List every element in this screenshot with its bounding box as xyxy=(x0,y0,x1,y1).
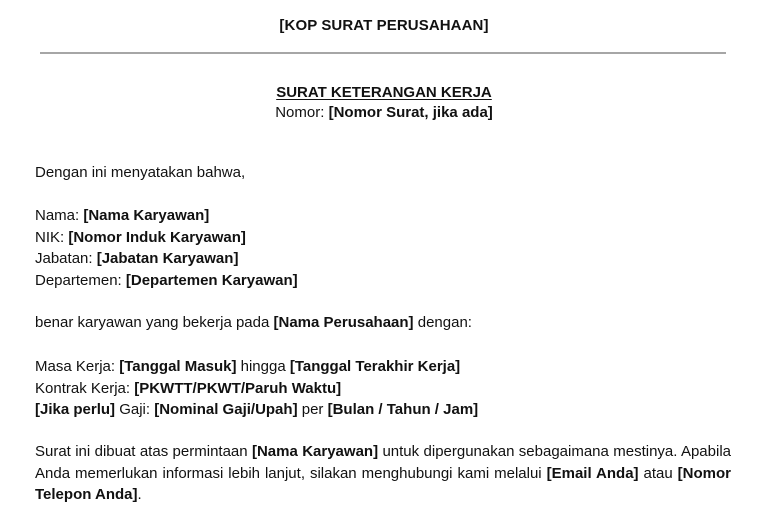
employee-position-row xyxy=(35,248,731,270)
closing-paragraph xyxy=(35,441,731,506)
statement-paragraph xyxy=(35,312,731,334)
employee-nik-label: NIK: xyxy=(35,228,65,246)
employee-nik-row xyxy=(35,227,731,249)
employee-position-label: Jabatan: xyxy=(35,250,93,267)
intro-paragraph xyxy=(35,162,731,184)
closing-part1: Surat ini dibuat atas permintaan xyxy=(35,443,248,460)
contract-value: [PKWTT/PKWT/Paruh Waktu] xyxy=(134,379,342,397)
employee-name-label: Nama: xyxy=(35,207,80,224)
salary-label: Gaji: xyxy=(119,401,151,418)
closing-part3: atau xyxy=(643,464,673,482)
contact-phone: [Nomor Telepon Anda] xyxy=(35,464,731,503)
employee-department-label: Departemen: xyxy=(35,271,122,289)
salary-period: [Bulan / Tahun / Jam] xyxy=(327,401,479,418)
closing-part2: untuk dipergunakan sebagaimana mestinya. Apabila Anda memerlukan informasi lebih lanjut, silakan menghubungi kami melalui xyxy=(35,443,731,482)
document-number xyxy=(0,103,768,123)
employee-name-value: [Nama Karyawan] xyxy=(83,207,210,224)
contract-row xyxy=(35,378,731,400)
contract-label: Kontrak Kerja: xyxy=(35,379,131,397)
employee-position-value: [Jabatan Karyawan] xyxy=(96,250,239,267)
tenure-label: Masa Kerja: xyxy=(35,358,116,375)
statement-prefix: benar karyawan yang bekerja pada xyxy=(35,314,270,331)
contact-email: [Email Anda] xyxy=(546,464,639,482)
employee-nik-value: [Nomor Induk Karyawan] xyxy=(68,228,246,246)
tenure-row xyxy=(35,356,731,378)
tenure-until: hingga xyxy=(240,358,286,375)
company-name: [Nama Perusahaan] xyxy=(273,314,414,331)
salary-optional-note: [Jika perlu] xyxy=(35,401,116,418)
salary-per: per xyxy=(301,401,324,418)
closing-end: . xyxy=(137,486,142,503)
closing-employee-name: [Nama Karyawan] xyxy=(251,443,379,460)
employment-details xyxy=(35,356,731,421)
end-date-value: [Tanggal Terakhir Kerja] xyxy=(289,358,461,375)
salary-row xyxy=(35,399,731,421)
document-number-value: [Nomor Surat, jika ada] xyxy=(328,104,493,121)
salary-value: [Nominal Gaji/Upah] xyxy=(154,401,298,418)
letterhead xyxy=(0,17,768,34)
employee-name-row xyxy=(35,205,731,227)
statement-line xyxy=(35,312,731,334)
statement-suffix: dengan: xyxy=(417,314,472,331)
intro-text: Dengan ini menyatakan bahwa, xyxy=(35,164,246,181)
document-title: SURAT KETERANGAN KERJA xyxy=(276,84,492,101)
employee-department-value: [Departemen Karyawan] xyxy=(125,271,298,289)
letterhead-text: [KOP SURAT PERUSAHAAN] xyxy=(279,17,489,34)
employee-details xyxy=(35,205,731,291)
header-divider xyxy=(40,52,726,54)
start-date-value: [Tanggal Masuk] xyxy=(119,358,237,375)
document-header xyxy=(0,83,768,123)
employee-department-row xyxy=(35,270,731,292)
document-number-label: Nomor: xyxy=(275,104,325,121)
